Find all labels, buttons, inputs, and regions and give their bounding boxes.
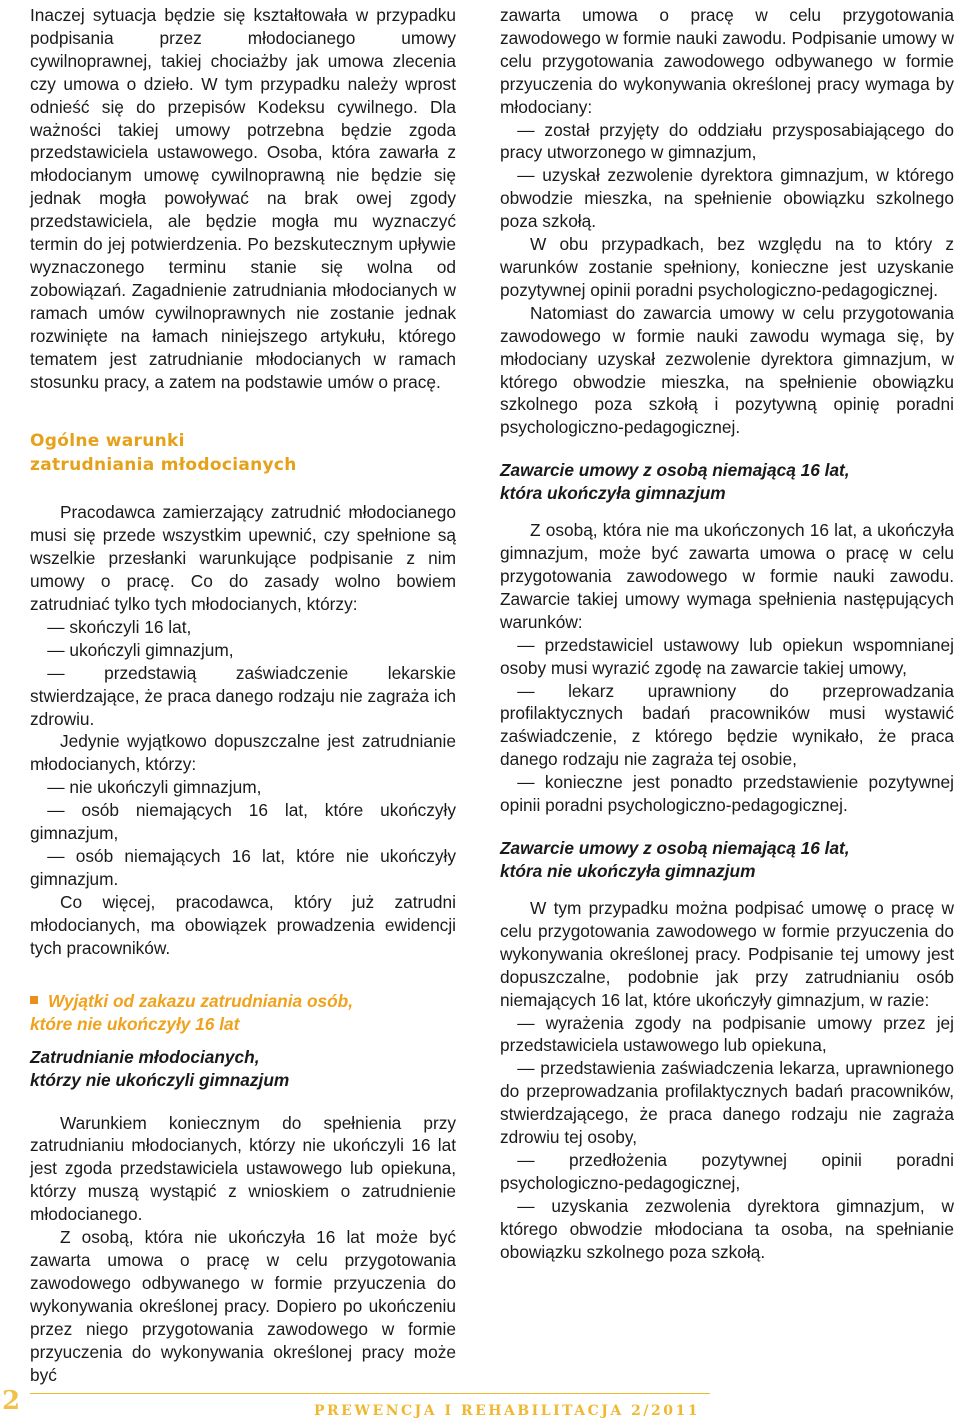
- list-item: — wyrażenia zgody na podpisanie umowy przez jej przedstawiciela ustawowego lub opiekuna,: [500, 1012, 954, 1056]
- list-item: — konieczne jest ponadto przedstawienie pozytywnej opinii poradni psychologiczno-pedagogicznej.: [500, 772, 954, 816]
- subheading: Zatrudnianie młodocianych, którzy nie ukończyli gimnazjum: [30, 1046, 290, 1090]
- paragraph: Inaczej sytuacja będzie się kształtowała w przypadku podpisania przez młodocianego umowy cywilnoprawnej, takiej chociażby jak umowa zlecenia czy umowa o dzieło. W tym przypadku należy wprost odnieść się do przepisów Kodeksu cywilnego. Dla ważności takiej umowy potrzebna będzie zgoda przedstawiciela ustawowego. Osoba, która zawarła z młodocianym umowę cywilnoprawną nie będzie się jednak mogła powoływać na brak owej zgody przedstawiciela, ale będzie mogła mu wyznaczyć termin do jej potwierdzenia. Po bezskutecznym upływie wyznaczonego terminu stanie się wolna od zobowiązań. Zagadnienie zatrudniania młodocianych w ramach umów cywilnoprawnych nie zostanie jednak rozwinięte na łamach niniejszego artykułu, którego tematem jest zatrudnianie młodocianych w ramach stosunku pracy, a zatem na podstawie umów o pracę.: [30, 5, 456, 392]
- list-item: — przedstawienia zaświadczenia lekarza, uprawnionego do przeprowadzania profilaktycznych badań pracowników, stwierdzającego, że praca danego rodzaju nie zagraża zdrowiu tej osoby,: [500, 1058, 954, 1148]
- paragraph: zawarta umowa o pracę w celu przygotowania zawodowego w formie nauki zawodu. Podpisanie umowy w celu przygotowania zawodowego odbywanego w formie przyuczenia do wykonywania określonej pracy wymaga by młodociany:: [500, 5, 954, 117]
- list-item: — skończyli 16 lat,: [30, 616, 192, 637]
- section-heading: Ogólne warunki zatrudniania młodocianych: [30, 431, 297, 476]
- paragraph: Warunkiem koniecznym do spełnienia przy zatrudnianiu młodocianych, którzy nie ukończyli 16 lat jest zgoda przedstawiciela ustawowego lub opiekuna, którzy muszą wystąpić z wnioskiem o zatrudnienie młodocianego.: [30, 1112, 456, 1225]
- list-item: — nie ukończyli gimnazjum,: [30, 777, 262, 798]
- list-item: — przedstawią zaświadczenie lekarskie stwierdzające, że praca danego rodzaju nie zagraża ich zdrowiu.: [30, 662, 456, 729]
- list-item: — uzyskał zezwolenie dyrektora gimnazjum, w którego obwodzie mieszka, na spełnienie obowiązku szkolnego poza szkołą.: [500, 165, 954, 232]
- journal-title: PREWENCJA I REHABILITACJA 2/2011: [314, 1403, 700, 1419]
- paragraph: Z osobą, która nie ukończyła 16 lat może być zawarta umowa o pracę w celu przygotowania zawodowego odbywanego w formie przyuczenia do wykonywania określonej pracy. Dopiero po ukończeniu przez niego przygotowania zawodowego w formie przyuczenia do wykonywania określonej pracy może być: [30, 1227, 456, 1385]
- paragraph: W obu przypadkach, bez względu na to który z warunków zostanie spełniony, konieczne jest uzyskanie pozytywnej opinii poradni psychologiczno-pedagogicznej.: [500, 234, 954, 300]
- paragraph: Natomiast do zawarcia umowy w celu przygotowania zawodowego w formie nauki zawodu wymaga się, by młodociany uzyskał zezwolenie dyrektora gimnazjum, w którego obwodzie mieszka, na spełnienie obowiązku szkolnego poza szkołą i pozytywną opinię poradni psychologiczno-pedagogicznej.: [500, 302, 954, 438]
- right-column: [500, 0, 954, 1264]
- list-item: — przedłożenia pozytywnej opinii poradni psychologiczno-pedagogicznej,: [500, 1149, 954, 1193]
- orange-subheading: Wyjątki od zakazu zatrudniania osób, które nie ukończyły 16 lat: [30, 990, 354, 1034]
- subheading: Zawarcie umowy z osobą niemającą 16 lat, która ukończyła gimnazjum: [500, 460, 850, 504]
- list-item: — został przyjęty do oddziału przysposabiającego do pracy utworzonego w gimnazjum,: [500, 119, 954, 163]
- paragraph: Co więcej, pracodawca, który już zatrudni młodocianych, ma obowiązek prowadzenia ewidencji tych pracowników.: [30, 891, 456, 958]
- paragraph: W tym przypadku można podpisać umowę o pracę w celu przygotowania zawodowego w formie przyuczenia do wykonywania określonej pracy. Podpisanie tej umowy jest dopuszczalne, podobnie jak przy zatrudnianiu osób niemających 16 lat, które ukończyły gimnazjum, w razie:: [500, 898, 954, 1010]
- subheading: Zawarcie umowy z osobą niemającą 16 lat, która nie ukończyła gimnazjum: [500, 838, 850, 881]
- list-item: — przedstawiciel ustawowy lub opiekun wspomnianej osoby musi wyrazić zgodę na zawarcie takiej umowy,: [500, 634, 954, 678]
- left-column: [30, 0, 456, 1386]
- list-item: — ukończyli gimnazjum,: [30, 639, 234, 660]
- list-item: — lekarz uprawniony do przeprowadzania profilaktycznych badań pracowników musi wystawić zaświadczenie, z którego będzie wynikało, że praca danego rodzaju nie zagraża tej osobie,: [500, 680, 954, 770]
- list-item: — osób niemających 16 lat, które ukończyły gimnazjum,: [30, 800, 456, 844]
- list-item: — uzyskania zezwolenia dyrektora gimnazjum, w którego obwodzie młodociana ta osoba, na spełnianie obowiązku szkolnego poza szkołą.: [500, 1195, 954, 1262]
- paragraph: Pracodawca zamierzający zatrudnić młodocianego musi się przede wszystkim upewnić, czy spełnione są wszelkie przesłanki warunkujące podpisanie z nim umowy o pracę. Co do zasady wolno bowiem zatrudniać tylko tych młodocianych, którzy:: [30, 502, 456, 615]
- paragraph: Jedynie wyjątkowo dopuszczalne jest zatrudnianie młodocianych, którzy:: [30, 731, 456, 775]
- footer-rule: [30, 1393, 710, 1394]
- page-footer: [0, 1382, 960, 1424]
- page-number: 2: [2, 1386, 21, 1416]
- paragraph: Z osobą, która nie ma ukończonych 16 lat, a ukończyła gimnazjum, może być zawarta umowa o pracę w celu przygotowania zawodowego w formie nauki zawodu. Zawarcie takiej umowy wymaga spełnienia następujących warunków:: [500, 520, 954, 632]
- list-item: — osób niemających 16 lat, które nie ukończyły gimnazjum.: [30, 846, 456, 889]
- square-bullet-icon: [30, 996, 38, 1004]
